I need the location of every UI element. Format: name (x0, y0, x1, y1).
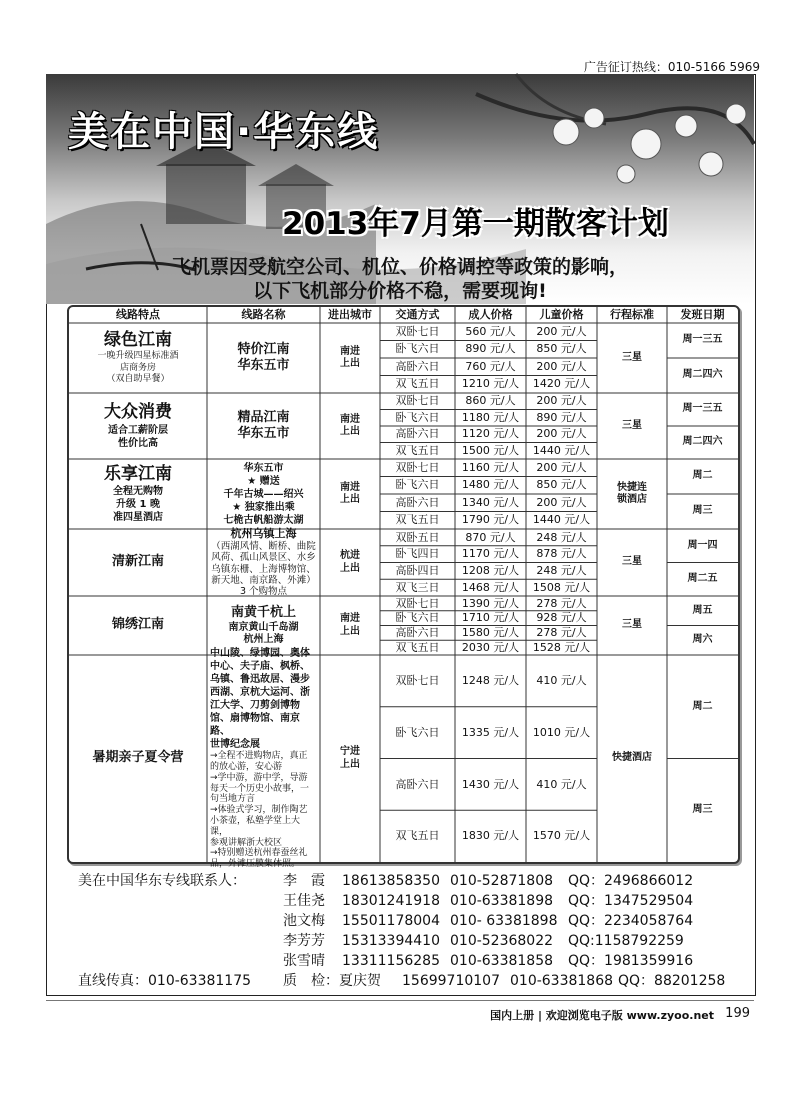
transport-mode: 卧飞六日 (395, 410, 440, 424)
route-name (207, 529, 320, 596)
hotel-standard: 三星 (622, 419, 642, 431)
quality-check-mobile: 15699710107 (402, 973, 500, 989)
adult-price: 1480 元/人 (461, 478, 520, 492)
transport-mode: 卧飞四日 (395, 547, 440, 561)
route-feature-name: 乐享江南 (104, 463, 172, 484)
departure-days: 周二 (692, 700, 713, 712)
adult-price: 1210 元/人 (461, 377, 520, 391)
route-feature (69, 393, 207, 459)
transport-mode: 双飞五日 (395, 377, 440, 391)
child-price: 278 元/人 (536, 626, 587, 639)
plan-subtitle: 2013年7月第一期散客计划 (282, 206, 669, 242)
child-price: 1420 元/人 (532, 377, 591, 391)
notice-line-2: 以下飞机部分价格不稳，需要现询! (253, 280, 547, 302)
adult-price: 1208 元/人 (461, 564, 520, 577)
column-header: 交通方式 (395, 308, 440, 322)
route-name-desc: 南京黄山千岛湖 杭州上海 (228, 621, 299, 645)
child-price: 1508 元/人 (532, 580, 591, 594)
transport-mode: 双卧七日 (395, 596, 440, 610)
route-feature (69, 596, 207, 655)
child-price: 1570 元/人 (532, 829, 591, 843)
adult-price: 760 元/人 (465, 359, 516, 373)
transport-mode: 双飞五日 (395, 443, 440, 457)
adult-price: 1340 元/人 (461, 495, 520, 509)
contact-name: 张雪晴 (283, 953, 325, 969)
transport-mode: 卧飞六日 (395, 478, 440, 492)
adult-price: 1468 元/人 (461, 580, 520, 594)
contact-qq: QQ：1981359916 (568, 953, 694, 969)
departure-days: 周二四六 (682, 369, 723, 381)
quality-check-qq: QQ：88201258 (618, 973, 726, 989)
transport-mode: 双飞五日 (395, 513, 440, 527)
adult-price: 1180 元/人 (461, 410, 520, 424)
child-price: 200 元/人 (536, 394, 587, 408)
child-price: 890 元/人 (536, 410, 587, 424)
route-feature-name: 暑期亲子夏令营 (92, 750, 184, 766)
route-feature (69, 323, 207, 393)
tour-schedule-table (67, 305, 740, 870)
adult-price: 560 元/人 (465, 324, 516, 338)
route-feature (69, 655, 207, 862)
child-price: 410 元/人 (536, 674, 587, 687)
route-feature-desc: 一晚升级四星标准酒 店商务房 （双自助早餐） (97, 351, 179, 385)
child-price: 410 元/人 (536, 777, 587, 791)
transport-mode: 双飞五日 (395, 640, 440, 654)
transport-mode: 双飞三日 (395, 580, 440, 594)
quality-check-label: 质 检：夏庆贺 (283, 973, 381, 989)
hotel-standard: 三星 (622, 619, 642, 631)
adult-price: 860 元/人 (465, 394, 516, 408)
transport-mode: 双卧七日 (395, 460, 440, 474)
page-number: 199 (725, 1006, 750, 1021)
departure-days: 周三 (692, 804, 713, 815)
contact-tel: 010-63381858 (450, 953, 554, 969)
child-price: 928 元/人 (536, 611, 587, 625)
route-name (207, 648, 320, 870)
column-header: 儿童价格 (539, 308, 584, 322)
departure-days: 周三 (692, 505, 713, 517)
departure-days: 周一四 (687, 539, 718, 551)
child-price: 1528 元/人 (532, 640, 591, 654)
transport-mode: 双飞五日 (395, 829, 440, 843)
transport-mode: 双卧七日 (395, 394, 440, 408)
route-feature-name: 绿色江南 (104, 329, 172, 350)
contact-tel: 010-52871808 (450, 873, 554, 889)
transport-mode: 双卧七日 (395, 674, 440, 687)
contact-tel: 010-63381898 (450, 893, 554, 909)
contact-name: 李芳芳 (283, 933, 325, 949)
child-price: 248 元/人 (536, 564, 587, 577)
child-price: 278 元/人 (536, 596, 587, 610)
contact-qq: QQ：2496866012 (568, 873, 694, 889)
transport-mode: 双卧七日 (395, 324, 440, 338)
transport-mode: 双卧五日 (395, 530, 440, 544)
route-name (207, 323, 320, 393)
contact-mobile: 18613858350 (342, 873, 440, 889)
contact-qq: QQ：2234058764 (568, 913, 694, 929)
child-price: 1010 元/人 (532, 725, 591, 739)
transport-mode: 高卧六日 (395, 427, 440, 441)
contact-mobile: 15501178004 (342, 913, 440, 929)
transport-mode: 高卧六日 (395, 495, 440, 509)
route-name-title: 特价江南 华东五市 (237, 341, 290, 373)
entry-exit-city: 南进 上出 (340, 613, 360, 637)
column-header: 行程标准 (610, 308, 654, 322)
adult-price: 1710 元/人 (461, 611, 520, 625)
route-name (207, 459, 320, 529)
adult-price: 1248 元/人 (461, 674, 520, 687)
departure-days: 周二五 (687, 573, 718, 584)
route-name-title: 中山陵、绿博园、奥体 中心、夫子庙、枫桥、 乌镇、鲁迅故居、漫步 西湖、京杭大运河、浙 江大学、刀剪剑博物 馆、扇博物馆、南京路、 世博纪念展 (210, 648, 310, 751)
route-feature-desc: 全程无购物 升级 1 晚 准四星酒店 (113, 486, 163, 524)
column-header: 线路特点 (116, 308, 160, 322)
transport-mode: 卧飞六日 (395, 611, 440, 625)
ad-hotline: 广告征订热线：010-5166 5969 (583, 60, 760, 74)
child-price: 850 元/人 (536, 478, 587, 492)
transport-mode: 卧飞六日 (395, 725, 440, 739)
column-header: 成人价格 (468, 308, 513, 322)
adult-price: 1830 元/人 (461, 829, 520, 843)
transport-mode: 高卧六日 (395, 777, 440, 791)
transport-mode: 卧飞六日 (395, 342, 440, 356)
route-feature-name: 清新江南 (111, 554, 164, 570)
hotel-standard: 三星 (622, 556, 642, 568)
contact-qq: QQ:1158792259 (568, 933, 684, 949)
adult-price: 1500 元/人 (461, 443, 520, 457)
adult-price: 1120 元/人 (461, 427, 520, 441)
route-feature (69, 529, 207, 596)
route-feature-desc: 适合工薪阶层 性价比高 (108, 424, 168, 449)
departure-days: 周五 (692, 604, 713, 616)
transport-mode: 高卧六日 (395, 626, 440, 639)
footer-text: 国内上册 | 欢迎浏览电子版 www.zyoo.net (490, 1009, 714, 1022)
adult-price: 1790 元/人 (461, 513, 520, 527)
contacts-label: 美在中国华东专线联系人： (78, 873, 246, 889)
child-price: 200 元/人 (536, 495, 587, 509)
contact-name: 王佳尧 (283, 893, 325, 909)
adult-price: 1580 元/人 (461, 626, 520, 639)
departure-days: 周二四六 (682, 436, 723, 448)
child-price: 200 元/人 (536, 427, 587, 441)
contact-tel: 010-52368022 (450, 933, 554, 949)
entry-exit-city: 宁进 上出 (340, 746, 360, 770)
quality-check-tel: 010-63381868 (510, 973, 614, 989)
banner-title: 美在中国·华东线 (68, 109, 380, 155)
contact-name: 李 霞 (283, 873, 325, 889)
entry-exit-city: 南进 上出 (340, 413, 360, 437)
page-footer (46, 1000, 754, 1027)
column-header: 发班日期 (680, 308, 725, 322)
column-header: 线路名称 (241, 308, 286, 322)
route-name-title: 杭州乌镇上海 (230, 527, 297, 541)
adult-price: 890 元/人 (465, 342, 516, 356)
contact-mobile: 18301241918 (342, 893, 440, 909)
route-name (207, 393, 320, 459)
column-header: 进出城市 (328, 308, 372, 322)
child-price: 878 元/人 (536, 547, 587, 561)
entry-exit-city: 南进 上出 (340, 345, 360, 369)
route-name-title: 精品江南 华东五市 (237, 409, 290, 441)
entry-exit-city: 杭进 上出 (340, 550, 360, 574)
transport-mode: 高卧六日 (395, 359, 440, 373)
adult-price: 1335 元/人 (461, 725, 520, 739)
contact-qq: QQ：1347529504 (568, 893, 694, 909)
route-name-desc: →全程不进购物店，真正 的放心游，安心游 →学中游，游中学，导游 每天一个历史小故事，一 句当地方言 →体验式学习，制作陶艺 小茶壶，私塾学堂上大课， 参观讲解浙大校区 →特别赠送杭州春蚕丝礼 品，外滩压膜集体照。 (210, 751, 310, 870)
contact-name: 池文梅 (283, 913, 325, 929)
hotel-standard: 快捷酒店 (612, 752, 652, 764)
route-feature (69, 459, 207, 529)
child-price: 200 元/人 (536, 324, 587, 338)
child-price: 850 元/人 (536, 342, 587, 356)
child-price: 200 元/人 (536, 359, 587, 373)
route-feature-name: 锦绣江南 (111, 617, 164, 633)
adult-price: 1430 元/人 (461, 777, 520, 791)
adult-price: 1390 元/人 (461, 596, 520, 610)
child-price: 200 元/人 (536, 460, 587, 474)
hotel-standard: 三星 (622, 351, 642, 363)
child-price: 1440 元/人 (532, 513, 591, 527)
route-name-title: 华东五市 ★ 赠送 千年古城——绍兴 ★ 独家推出乘 七桅古帆船游太湖 (223, 462, 304, 526)
route-name-title: 南黄千杭上 (230, 605, 296, 621)
child-price: 1440 元/人 (532, 443, 591, 457)
departure-days: 周一三五 (682, 403, 723, 415)
transport-mode: 高卧四日 (395, 564, 440, 577)
entry-exit-city: 南进 上出 (340, 481, 360, 505)
contact-tel: 010- 63381898 (450, 913, 558, 929)
adult-price: 1160 元/人 (461, 460, 520, 474)
departure-days: 周一三五 (682, 334, 723, 346)
hotel-standard: 快捷连 锁酒店 (617, 481, 647, 505)
route-name-desc: （西湖风情、断桥、曲院 风荷、孤山风景区、水乡 乌镇东栅、上海博物馆、 新天地、南京路、外滩） 3 个购物点 (211, 540, 316, 598)
adult-price: 870 元/人 (465, 530, 516, 544)
adult-price: 1170 元/人 (461, 547, 520, 561)
adult-price: 2030 元/人 (461, 640, 520, 654)
route-feature-name: 大众消费 (104, 402, 172, 423)
departure-days: 周六 (692, 634, 713, 645)
fax-number: 直线传真：010-63381175 (78, 973, 252, 989)
notice-line-1: 飞机票因受航空公司、机位、价格调控等政策的影响， (171, 256, 628, 278)
contact-mobile: 13311156285 (342, 953, 440, 969)
contact-mobile: 15313394410 (342, 933, 440, 949)
child-price: 248 元/人 (536, 530, 587, 544)
departure-days: 周二 (692, 470, 713, 482)
